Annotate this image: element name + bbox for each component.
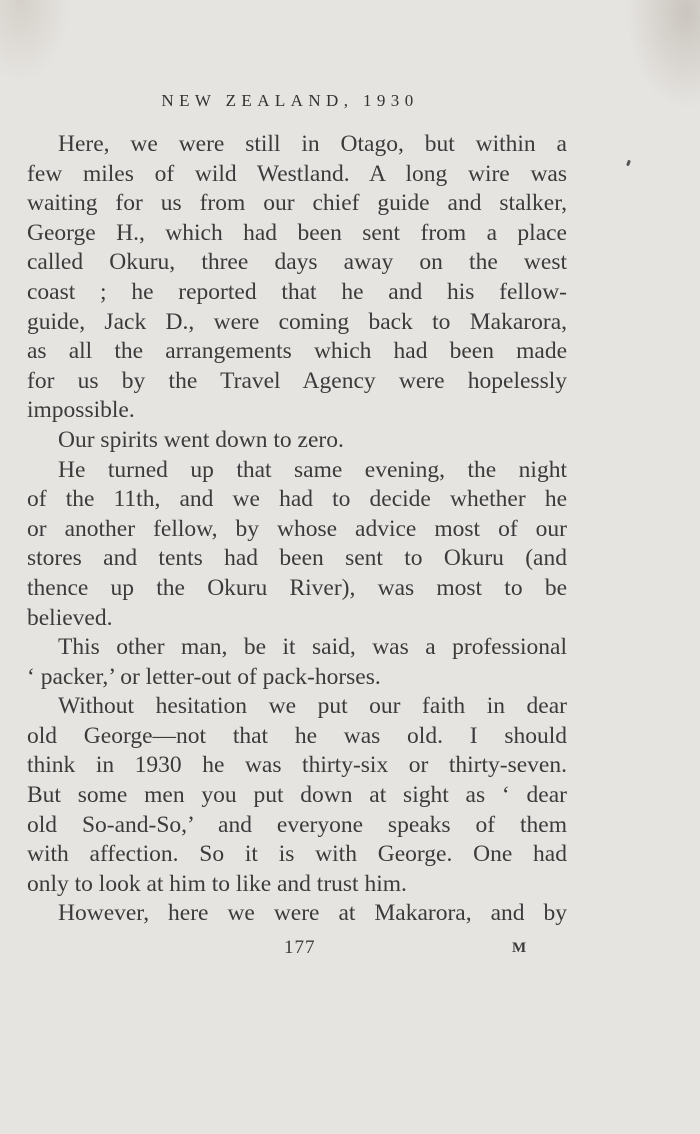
text-line: thence up the Okuru River), was most to be [27,574,567,601]
text-line: believed. [27,604,113,631]
paragraph [27,633,567,692]
text-line: Our spirits went down to zero. [58,426,344,453]
text-line: waiting for us from our chief guide and stalker, [27,190,567,217]
text-line: few miles of wild Westland. A long wire was [27,160,567,187]
paragraph [27,130,567,426]
text-line: But some men you put down at sight as ‘ dear [27,782,567,809]
text-line: for us by the Travel Agency were hopelessly [27,367,567,394]
page-number: 177 [284,937,316,958]
text-line: of the 11th, and we had to decide whether he [27,486,567,513]
text-line: with affection. So it is with George. One had [27,841,567,868]
ink-speck [626,160,631,167]
paragraph [27,692,567,899]
text-line: stores and tents had been sent to Okuru (and [27,545,567,572]
signature-mark: M [512,940,527,956]
text-line: guide, Jack D., were coming back to Makarora, [27,308,567,335]
text-line: coast ; he reported that he and his fellow- [27,278,567,305]
body-text [27,130,567,929]
text-line: This other man, be it said, was a professional [58,634,567,661]
paragraph [27,899,567,929]
text-line: He turned up that same evening, the night [58,456,567,483]
text-line: as all the arrangements which had been made [27,338,567,365]
text-line: ‘ packer,’ or letter-out of pack-horses. [27,663,381,690]
text-line: or another fellow, by whose advice most of our [27,515,567,542]
text-line: Without hesitation we put our faith in dear [58,693,567,720]
text-line: Here, we were still in Otago, but within a [58,131,567,157]
text-line: impossible. [27,397,135,424]
paragraph [27,426,567,456]
text-line: old So-and-So,’ and everyone speaks of them [27,811,567,838]
text-line: called Okuru, three days away on the west [27,249,567,276]
paragraph [27,456,567,634]
running-head: NEW ZEALAND, 1930 [161,91,419,110]
text-line: think in 1930 he was thirty-six or thirty-seven. [27,752,567,779]
text-line: However, here we were at Makarora, and by [58,900,567,927]
text-line: old George—not that he was old. I should [27,722,567,749]
text-line: only to look at him to like and trust him. [27,870,407,897]
text-line: George H., which had been sent from a place [27,219,567,246]
